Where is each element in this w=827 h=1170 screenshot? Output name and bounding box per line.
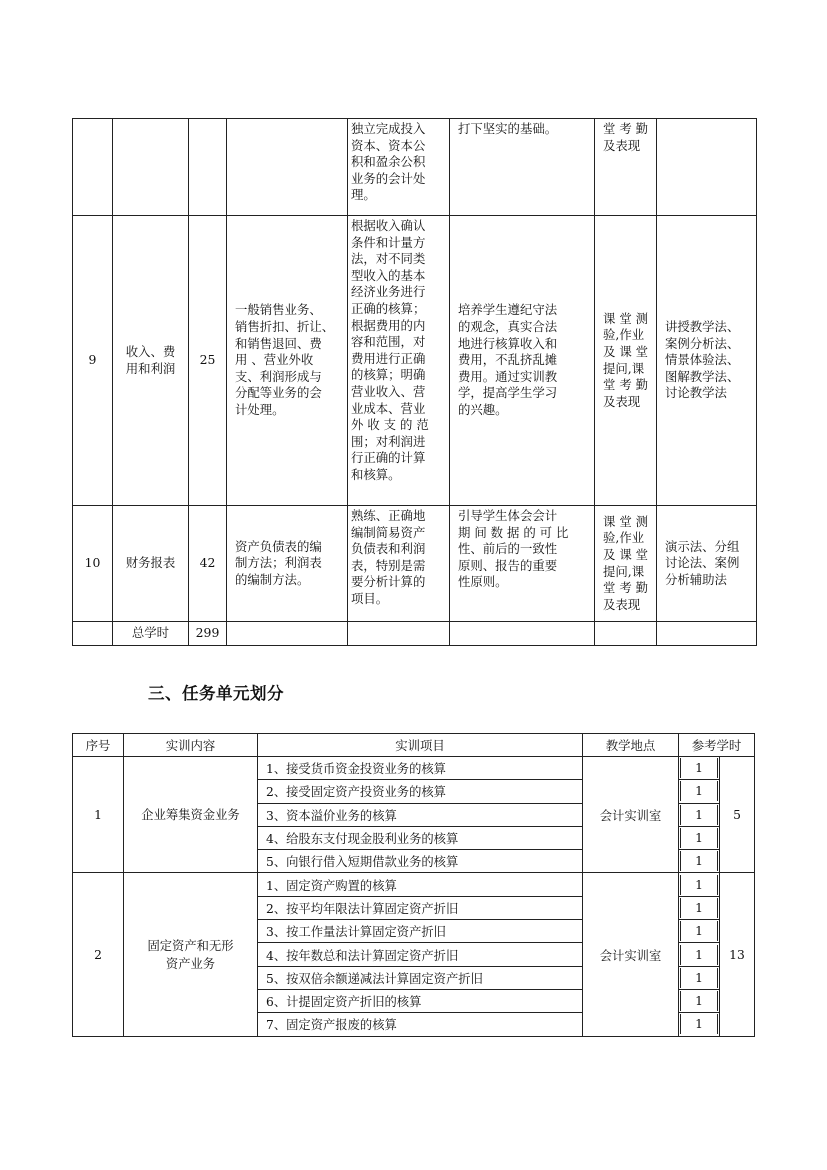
- item-hours-value: 1: [680, 851, 718, 871]
- header-no: 序号: [73, 734, 124, 757]
- item-hours: [679, 803, 720, 826]
- table-row: [73, 506, 757, 622]
- training-item: 5、按双倍余额递减法计算固定资产折旧: [258, 966, 583, 989]
- item-hours: [679, 1013, 720, 1036]
- table-row: [73, 216, 757, 506]
- row-number: [73, 119, 113, 216]
- item-hours-value: 1: [680, 828, 718, 848]
- assessment-method: 课 堂 测 验,作业 及 课 堂 提问,课 堂 考 勤 及表现: [595, 216, 657, 506]
- training-item: 4、给股东支付现金股利业务的核算: [258, 826, 583, 849]
- course-content-table: [72, 118, 757, 646]
- unit-content: 一般销售业务、 销售折扣、折让、 和销售退回、费 用 、营业外收 支、利润形成与 分配等业务的会 计处理。: [227, 216, 348, 506]
- section-heading: 三、任务单元划分: [148, 684, 284, 703]
- unit-name: 收入、费 用和利润: [113, 216, 189, 506]
- training-item: 5、向银行借入短期借款业务的核算: [258, 850, 583, 873]
- item-hours-value: 1: [680, 898, 718, 918]
- unit-name: [113, 119, 189, 216]
- quality-goal: 打下坚实的基础。: [450, 119, 595, 216]
- group-content: 企业筹集资金业务: [124, 757, 258, 873]
- quality-goal: 引导学生体会会计 期 间 数 据 的 可 比 性、前后的一致性 原则、报告的重要 性原则。: [450, 506, 595, 622]
- training-item: 3、按工作量法计算固定资产折旧: [258, 920, 583, 943]
- group-number: 1: [73, 757, 124, 873]
- unit-name: 财务报表: [113, 506, 189, 622]
- knowledge-goal: 熟练、正确地 编制简易资产 负债表和利润 表，特别是需 要分析计算的 项目。: [348, 506, 450, 622]
- group-content: 固定资产和无形 资产业务: [124, 873, 258, 1036]
- knowledge-goal: 根据收入确认 条件和计量方 法，对不同类 型收入的基本 经济业务进行 正确的核算； 根据费用的内 容和范围，对 费用进行正确 的核算；明确 营业收入、营 业成本、营业 外 收 支 的 范 围；对利润进 行正确的计算 和核算。: [348, 216, 450, 506]
- item-hours-value: 1: [680, 945, 718, 965]
- task-unit-table: [72, 733, 755, 1037]
- group-total-hours: 13: [720, 873, 755, 1036]
- total-label: 总学时: [113, 622, 189, 646]
- item-hours-value: 1: [680, 921, 718, 941]
- quality-goal: 培养学生遵纪守法 的观念，真实合法 地进行核算收入和 费用，不乱挤乱摊 费用。通过实训教 学，提高学生学习 的兴趣。: [450, 216, 595, 506]
- item-hours: [679, 873, 720, 896]
- training-item: 2、接受固定资产投资业务的核算: [258, 780, 583, 803]
- training-item: 2、按平均年限法计算固定资产折旧: [258, 896, 583, 919]
- unit-hours: [189, 119, 227, 216]
- header-item: 实训项目: [258, 734, 583, 757]
- unit-hours: 42: [189, 506, 227, 622]
- assessment-method: 堂 考 勤 及表现: [595, 119, 657, 216]
- table-row: [73, 757, 755, 780]
- table-row: [73, 873, 755, 896]
- unit-content: [227, 119, 348, 216]
- header-hours: 参考学时: [679, 734, 755, 757]
- item-hours-value: 1: [680, 758, 718, 778]
- unit-hours: 25: [189, 216, 227, 506]
- training-item: 3、资本溢价业务的核算: [258, 803, 583, 826]
- teaching-method: 讲授教学法、 案例分析法、 情景体验法、 图解教学法、 讨论教学法: [657, 216, 757, 506]
- knowledge-goal: 独立完成投入 资本、资本公 积和盈余公积 业务的会计处 理。: [348, 119, 450, 216]
- item-hours-value: 1: [680, 991, 718, 1011]
- item-hours-value: 1: [680, 781, 718, 801]
- row-number: 9: [73, 216, 113, 506]
- table-row: [73, 119, 757, 216]
- item-hours: [679, 920, 720, 943]
- training-item: 6、计提固定资产折旧的核算: [258, 989, 583, 1012]
- teaching-location: 会计实训室: [583, 873, 679, 1036]
- training-item: 4、按年数总和法计算固定资产折旧: [258, 943, 583, 966]
- item-hours: [679, 896, 720, 919]
- table-header-row: [73, 734, 755, 757]
- group-total-hours: 5: [720, 757, 755, 873]
- item-hours-value: 1: [680, 968, 718, 988]
- row-number: 10: [73, 506, 113, 622]
- item-hours: [679, 757, 720, 780]
- item-hours: [679, 943, 720, 966]
- item-hours: [679, 989, 720, 1012]
- item-hours: [679, 966, 720, 989]
- training-item: 1、接受货币资金投资业务的核算: [258, 757, 583, 780]
- item-hours-value: 1: [680, 875, 718, 895]
- training-item: 1、固定资产购置的核算: [258, 873, 583, 896]
- header-content: 实训内容: [124, 734, 258, 757]
- assessment-method: 课 堂 测 验,作业 及 课 堂 提问,课 堂 考 勤 及表现: [595, 506, 657, 622]
- item-hours: [679, 780, 720, 803]
- teaching-method: [657, 119, 757, 216]
- task-unit-body: [73, 757, 755, 1037]
- item-hours-value: 1: [680, 805, 718, 825]
- teaching-method: 演示法、分组 讨论法、案例 分析辅助法: [657, 506, 757, 622]
- total-row: [73, 622, 757, 646]
- unit-content: 资产负债表的编 制方法；利润表 的编制方法。: [227, 506, 348, 622]
- header-location: 教学地点: [583, 734, 679, 757]
- training-item: 7、固定资产报废的核算: [258, 1013, 583, 1036]
- teaching-location: 会计实训室: [583, 757, 679, 873]
- total-hours: 299: [189, 622, 227, 646]
- group-number: 2: [73, 873, 124, 1036]
- item-hours: [679, 850, 720, 873]
- item-hours: [679, 826, 720, 849]
- item-hours-value: 1: [680, 1014, 718, 1034]
